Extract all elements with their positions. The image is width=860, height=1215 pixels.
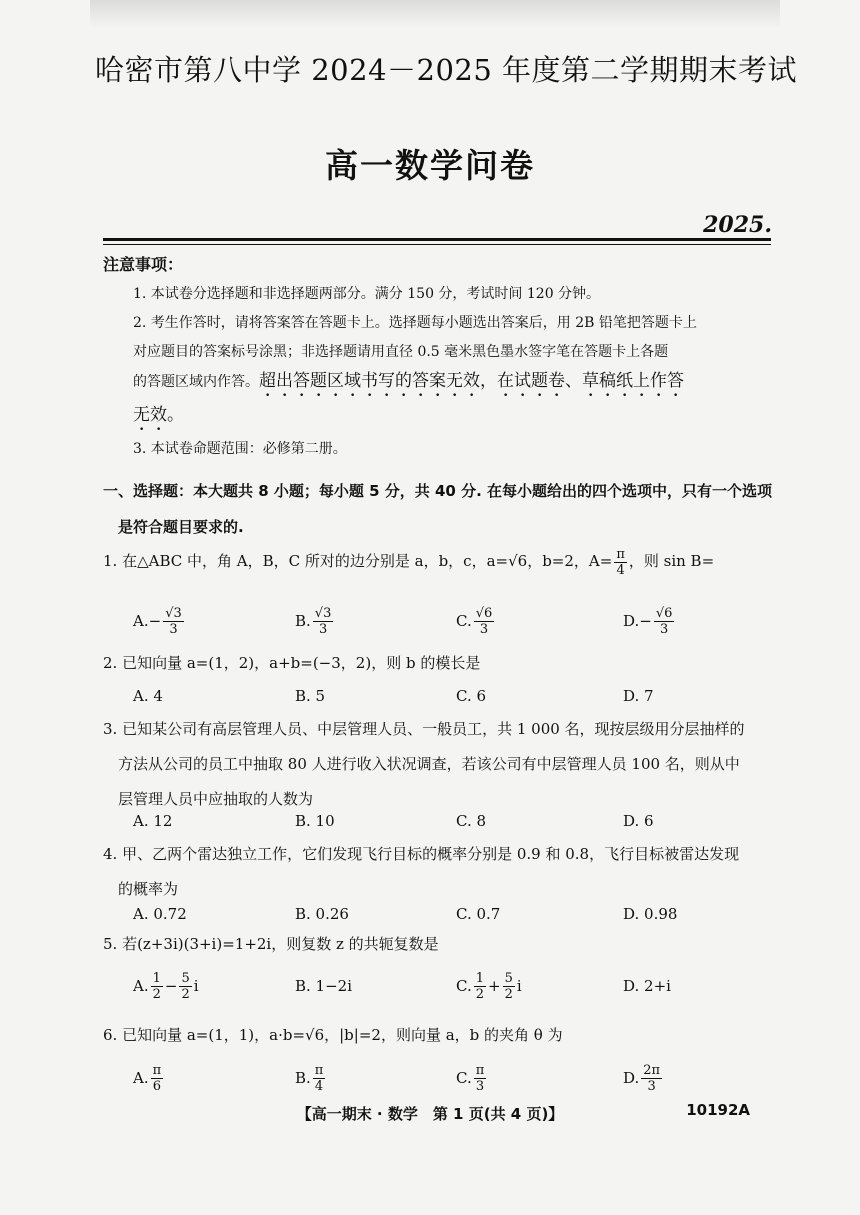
question-5-option-c bbox=[456, 966, 522, 1006]
question-2-stem: 2. 已知向量 a=(1，2)，a+b=(−3，2)，则 b 的模长是 bbox=[103, 654, 481, 672]
question-2-option-d: D. 7 bbox=[623, 687, 654, 705]
question-1-stem-tail: ，则 sin B= bbox=[628, 552, 715, 570]
question-4-option-a: A. 0.72 bbox=[133, 905, 187, 923]
option-fraction bbox=[151, 1063, 164, 1094]
fraction-denominator: 4 bbox=[314, 1078, 324, 1094]
fraction-denominator: 3 bbox=[475, 1078, 485, 1094]
fraction-numerator: √6 bbox=[475, 605, 493, 621]
option-fraction bbox=[474, 1063, 487, 1094]
question-1-option-b bbox=[295, 601, 335, 641]
question-4-stem-line-1: 4. 甲、乙两个雷达独立工作，它们发现飞行目标的概率分别是 0.9 和 0.8，飞行目标被雷达发现 bbox=[103, 845, 740, 863]
option-fraction bbox=[151, 971, 163, 1002]
question-3-option-c: C. 8 bbox=[456, 812, 487, 830]
question-2-options bbox=[133, 676, 773, 716]
fraction-denominator: 3 bbox=[647, 1078, 656, 1094]
question-2-option-b: B. 5 bbox=[295, 687, 326, 705]
fraction-numerator: 1 bbox=[152, 970, 161, 986]
option-fraction bbox=[163, 606, 184, 637]
option-fraction bbox=[179, 971, 191, 1002]
question-6-option-c bbox=[456, 1058, 488, 1098]
fraction-numerator: 2π bbox=[643, 1062, 661, 1078]
fraction-denominator: 3 bbox=[659, 621, 669, 637]
question-1 bbox=[103, 544, 775, 579]
question-3-options bbox=[133, 801, 773, 841]
fraction-numerator: 5 bbox=[504, 970, 513, 986]
option-label: C. bbox=[456, 977, 472, 995]
option-operator: + bbox=[488, 977, 501, 995]
question-1-option-c bbox=[456, 601, 496, 641]
header-rule-thin bbox=[103, 244, 771, 245]
fraction-denominator: 4 bbox=[616, 562, 625, 578]
fraction-denominator: 3 bbox=[318, 621, 328, 637]
section-1-line-2: 是符合题目要求的. bbox=[118, 518, 244, 536]
note-item-2-line-4: 无效。 bbox=[133, 405, 184, 425]
option-fraction bbox=[641, 1063, 662, 1094]
question-3-stem-line-1: 3. 已知某公司有高层管理人员、中层管理人员、一般员工，共 1 000 名，现按层级用分层抽样的 bbox=[103, 720, 745, 738]
note-item-2-line-1: 2. 考生作答时，请将答案答在答题卡上。选择题每小题选出答案后，用 2B 铅笔把答题卡上 bbox=[133, 315, 697, 331]
option-fraction bbox=[654, 606, 675, 637]
question-3-option-b: B. 10 bbox=[295, 812, 335, 830]
option-label: D. bbox=[623, 612, 640, 630]
question-6-stem: 6. 已知向量 a=(1，1)，a·b=√6，|b|=2，则向量 a，b 的夹角 θ 为 bbox=[103, 1026, 563, 1044]
option-fraction bbox=[474, 971, 486, 1002]
page-footer: 【高一期末 · 数学 第 1 页(共 4 页)】 bbox=[296, 1105, 564, 1123]
question-5 bbox=[103, 927, 775, 962]
question-1-stem-text: 1. 在△ABC 中，角 A，B，C 所对的边分别是 a，b，c，a=√6，b=2，A= bbox=[103, 552, 613, 570]
question-1-option-d bbox=[623, 601, 676, 641]
fraction-numerator: π bbox=[314, 1062, 324, 1078]
note-item-1: 1. 本试卷分选择题和非选择题两部分。满分 150 分，考试时间 120 分钟。 bbox=[133, 286, 601, 302]
fraction-numerator: 1 bbox=[475, 970, 484, 986]
question-4-option-d: D. 0.98 bbox=[623, 905, 678, 923]
option-fraction bbox=[313, 1063, 326, 1094]
question-6 bbox=[103, 1018, 775, 1053]
option-label: A. bbox=[133, 1069, 149, 1087]
fraction-numerator: √3 bbox=[165, 605, 182, 621]
option-tail: i bbox=[193, 977, 199, 995]
section-1-line-1: 一、选择题：本大题共 8 小题；每小题 5 分，共 40 分. 在每小题给出的四个选项中，只有一个选项 bbox=[103, 482, 773, 500]
notes-heading: 注意事项： bbox=[103, 255, 184, 274]
question-3-option-a: A. 12 bbox=[133, 812, 173, 830]
option-fraction bbox=[503, 971, 515, 1002]
note-item-2-line-3 bbox=[133, 367, 773, 401]
question-3-option-d: D. 6 bbox=[623, 812, 654, 830]
fraction-numerator: π bbox=[616, 546, 625, 562]
question-5-options bbox=[133, 966, 773, 1006]
fraction-numerator: 5 bbox=[181, 970, 190, 986]
fraction-denominator: 2 bbox=[475, 986, 484, 1002]
section-1-heading bbox=[103, 473, 775, 545]
paper-code: 10192A bbox=[686, 1101, 750, 1119]
option-label: B. bbox=[295, 612, 311, 630]
question-6-option-d bbox=[623, 1058, 664, 1098]
question-1-options bbox=[133, 601, 773, 641]
question-5-option-d: D. 2+i bbox=[623, 977, 671, 995]
question-2-option-a: A. 4 bbox=[133, 687, 163, 705]
note-item-3: 3. 本试卷命题范围：必修第二册。 bbox=[133, 441, 347, 457]
fraction-denominator: 3 bbox=[479, 621, 489, 637]
fraction-denominator: 2 bbox=[152, 986, 161, 1002]
question-6-option-a bbox=[133, 1058, 165, 1098]
question-3-stem-line-2: 方法从公司的员工中抽取 80 人进行收入状况调查，若该公司有中层管理人员 100 名，则从中 bbox=[118, 755, 740, 773]
fraction-numerator: √3 bbox=[314, 605, 332, 621]
school-title: 哈密市第八中学 2024－2025 年度第二学期期末考试 bbox=[95, 53, 798, 87]
option-sign: − bbox=[148, 612, 162, 630]
option-label: D. bbox=[623, 1069, 640, 1087]
fraction-denominator: 3 bbox=[169, 621, 178, 637]
question-5-option-a bbox=[133, 966, 199, 1006]
fraction-denominator: 2 bbox=[504, 986, 513, 1002]
option-label: A. bbox=[133, 612, 149, 630]
question-3-stem-line-3: 层管理人员中应抽取的人数为 bbox=[118, 790, 314, 808]
option-label: C. bbox=[456, 612, 472, 630]
question-4-stem-line-2: 的概率为 bbox=[118, 880, 179, 898]
exam-title: 高一数学问卷 bbox=[325, 146, 535, 185]
option-fraction bbox=[474, 606, 495, 637]
question-5-option-b: B. 1−2i bbox=[295, 977, 353, 995]
option-tail: i bbox=[516, 977, 522, 995]
option-fraction bbox=[313, 606, 334, 637]
fraction-denominator: 2 bbox=[181, 986, 190, 1002]
header-rule-thick bbox=[103, 238, 771, 241]
question-1-angle-fraction bbox=[614, 547, 627, 578]
fraction-numerator: π bbox=[475, 1062, 485, 1078]
question-4-option-b: B. 0.26 bbox=[295, 905, 349, 923]
fraction-numerator: π bbox=[152, 1062, 162, 1078]
note-item-2-emphasis: 超出答题区域书写的答案无效，在试题卷、草稿纸上作答 bbox=[259, 371, 684, 391]
scan-shadow bbox=[90, 0, 780, 28]
question-5-stem: 5. 若(z+3i)(3+i)=1+2i，则复数 z 的共轭复数是 bbox=[103, 935, 439, 953]
fraction-numerator: √6 bbox=[655, 605, 673, 621]
option-label: B. bbox=[295, 1069, 311, 1087]
question-6-options bbox=[133, 1058, 773, 1098]
question-1-option-a bbox=[133, 601, 186, 641]
fraction-denominator: 6 bbox=[152, 1078, 162, 1094]
question-4-option-c: C. 0.7 bbox=[456, 905, 501, 923]
note-item-2-plain: 的答题区域内作答。 bbox=[133, 374, 259, 390]
question-1-stem bbox=[103, 544, 775, 579]
exam-date: 2025. bbox=[703, 212, 772, 238]
question-6-option-b bbox=[295, 1058, 327, 1098]
option-label: A. bbox=[133, 977, 149, 995]
notes-list bbox=[133, 280, 773, 464]
option-operator: − bbox=[164, 977, 178, 995]
note-item-2-line-2: 对应题目的答案标号涂黑；非选择题请用直径 0.5 毫米黑色墨水签字笔在答题卡上各题 bbox=[133, 344, 669, 360]
question-2-option-c: C. 6 bbox=[456, 687, 487, 705]
option-sign: − bbox=[639, 612, 652, 630]
option-label: C. bbox=[456, 1069, 472, 1087]
